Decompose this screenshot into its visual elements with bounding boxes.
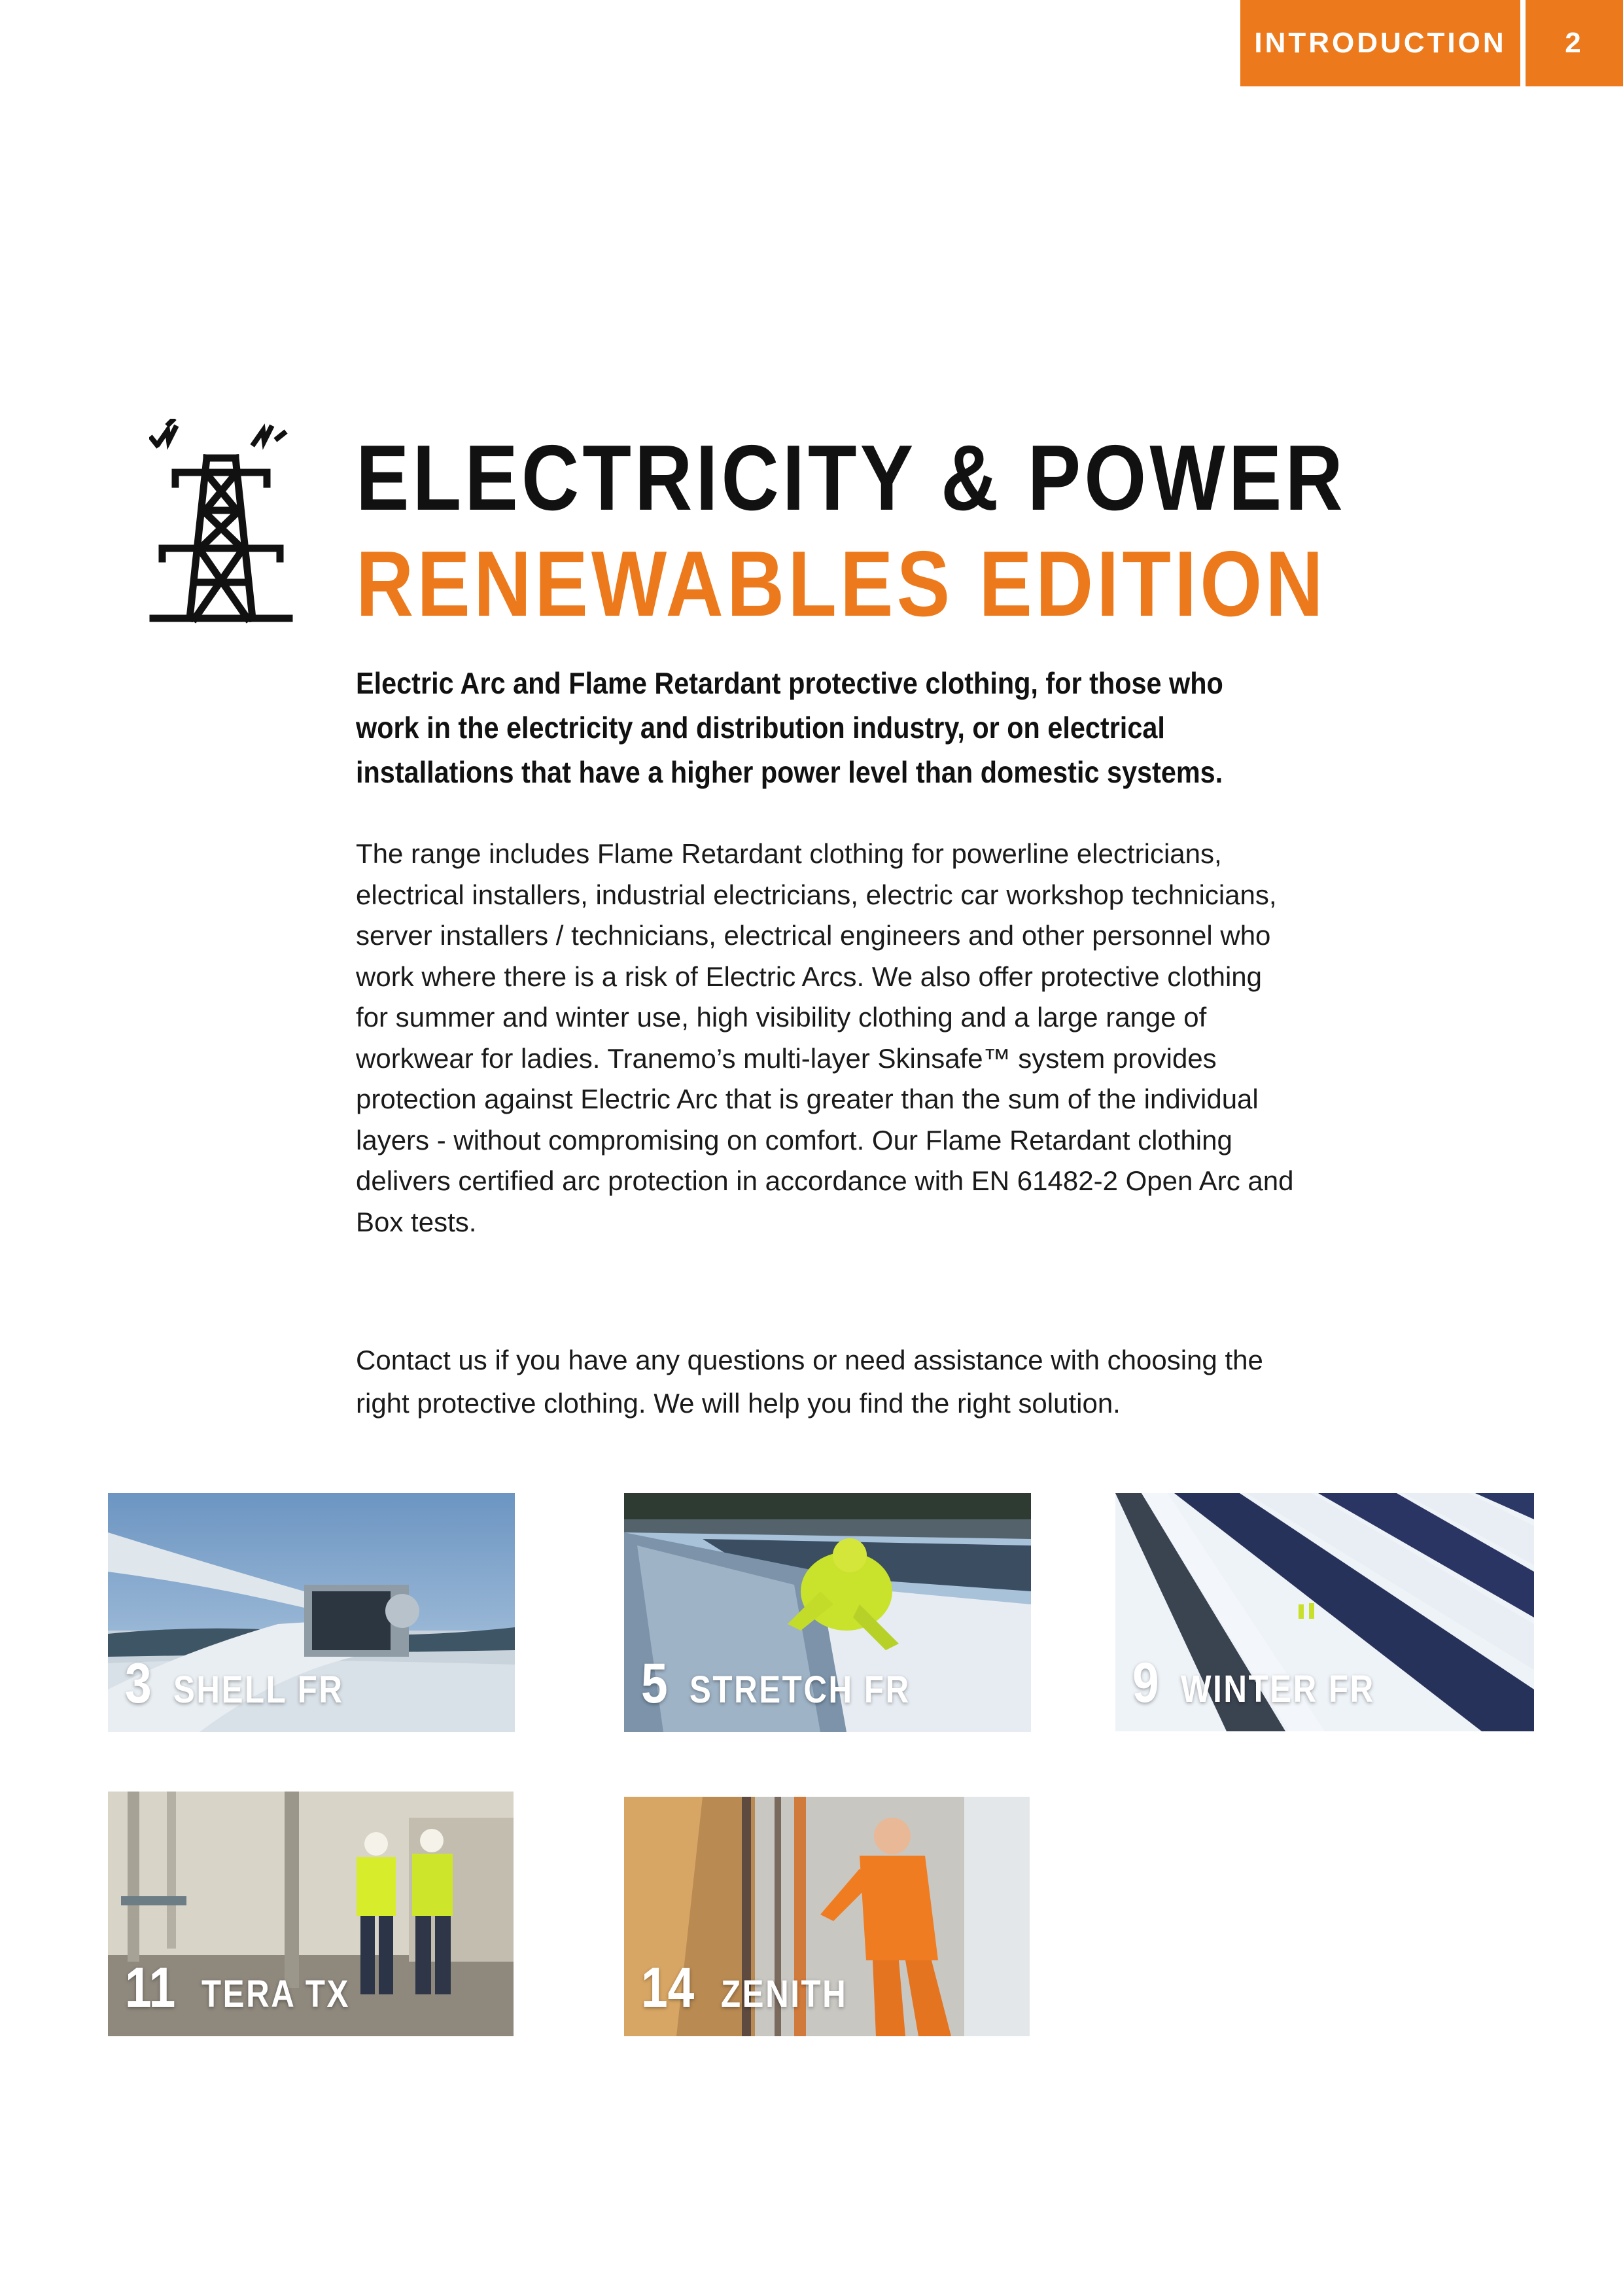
collection-page-number: 3 [125, 1652, 152, 1715]
lead-paragraph: Electric Arc and Flame Retardant protective clothing, for those who work in the electricity and distribution industry, or on electrical installations that have a higher power level than domestic systems. [356, 666, 1223, 789]
collection-tile-shell-fr[interactable] [108, 1493, 515, 1732]
collection-label [641, 1956, 869, 2021]
title-line-2: RENEWABLES EDITION [356, 532, 1327, 636]
collection-tile-winter-fr[interactable] [1115, 1493, 1534, 1731]
collection-page-number: 9 [1132, 1651, 1159, 1714]
collection-page-number: 11 [125, 1956, 176, 2019]
collection-tile-stretch-fr[interactable] [624, 1493, 1031, 1732]
title-line-1: ELECTRICITY & POWER [356, 426, 1346, 530]
body-paragraph: The range includes Flame Retardant clothing for powerline electricians, electrical installers, industrial electricians, electric car workshop technicians, server installers / technicians, electrical engineers and other personnel who work where there is a risk of Electric Arcs. We also offer protective clothing for summer and winter use, high visibility clothing and a large range of workwear for ladies. Tranemo’s multi-layer Skinsafe™ system provides protection against Electric Arc that is greater than the sum of the individual layers - without compromising on comfort. Our Flame Retardant clothing delivers certified arc protection in accordance with EN 61482-2 Open Arc and Box tests. [356, 838, 1294, 1237]
collection-label [125, 1651, 374, 1716]
page-number: 2 [1565, 27, 1584, 59]
collection-name: TERA TX [201, 1973, 350, 2015]
collection-name: WINTER FR [1180, 1668, 1375, 1710]
collection-name: STRETCH FR [689, 1669, 911, 1711]
collection-page-number: 14 [641, 1956, 695, 2019]
collection-name: ZENITH [720, 1973, 847, 2015]
page-title [356, 425, 1346, 637]
collection-name: SHELL FR [173, 1669, 344, 1711]
contact-paragraph: Contact us if you have any questions or need assistance with choosing the right protective clothing. We will help you find the right solution. [356, 1345, 1263, 1419]
section-tab[interactable] [1240, 0, 1520, 86]
collection-page-number: 5 [641, 1652, 668, 1715]
collection-label [1132, 1651, 1409, 1716]
page-number-tab [1526, 0, 1623, 86]
power-pylon-icon [149, 419, 293, 628]
section-tab-label: INTRODUCTION [1254, 27, 1507, 59]
collection-tile-zenith[interactable] [624, 1797, 1030, 2036]
collection-label [641, 1651, 949, 1716]
collection-tile-tera-tx[interactable] [108, 1792, 514, 2036]
collection-label [125, 1956, 376, 2021]
